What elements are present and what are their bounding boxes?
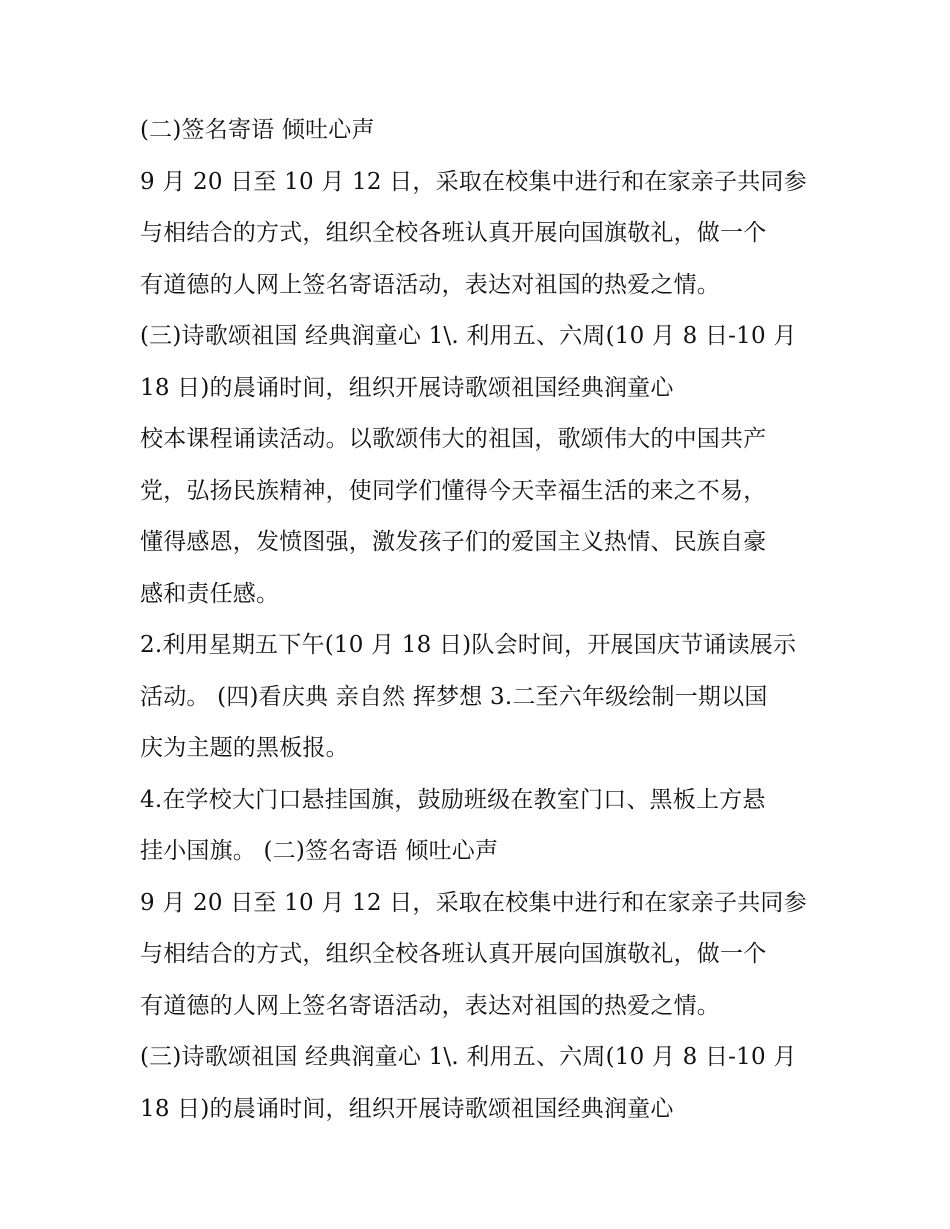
text-line: 18 日)的晨诵时间，组织开展诗歌颂祖国经典润童心 [140,374,674,401]
text-line: 2.利用星期五下午(10 月 18 日)队会时间，开展国庆节诵读展示 [140,632,797,658]
text-line: 9 月 20 日至 10 月 12 日，采取在校集中进行和在家亲子共同参 [140,889,807,916]
text-line: (二)签名寄语 倾吐心声 [140,117,375,143]
text-line: 与相结合的方式，组织全校各班认真开展向国旗敬礼，做一个 [140,220,767,246]
document-body [140,112,820,1142]
text-line: 9 月 20 日至 10 月 12 日，采取在校集中进行和在家亲子共同参 [140,168,807,195]
text-line: 感和责任感。 [140,580,280,607]
text-line: 校本课程诵读活动。以歌颂伟大的祖国，歌颂伟大的中国共产 [140,426,767,452]
text-line: 4.在学校大门口悬挂国旗，鼓励班级在教室门口、黑板上方悬 [140,786,766,813]
text-line: 挂小国旗。 (二)签名寄语 倾吐心声 [140,838,499,864]
text-line: (三)诗歌颂祖国 经典润童心 1\. 利用五、六周(10 月 8 日-10 月 [140,323,797,349]
text-line: 党，弘扬民族精神，使同学们懂得今天幸福生活的来之不易， [140,477,767,504]
text-line: 活动。 (四)看庆典 亲自然 挥梦想 3.二至六年级绘制一期以国 [140,683,768,710]
text-line: (三)诗歌颂祖国 经典润童心 1\. 利用五、六周(10 月 8 日-10 月 [140,1044,797,1070]
text-line: 懂得感恩，发愤图强，激发孩子们的爱国主义热情、民族自豪 [140,529,767,555]
text-line: 18 日)的晨诵时间，组织开展诗歌颂祖国经典润童心 [140,1095,674,1122]
text-line: 有道德的人网上签名寄语活动，表达对祖国的热爱之情。 [140,271,720,298]
text-line: 有道德的人网上签名寄语活动，表达对祖国的热爱之情。 [140,992,720,1019]
text-line: 与相结合的方式，组织全校各班认真开展向国旗敬礼，做一个 [140,941,767,967]
text-line: 庆为主题的黑板报。 [140,735,349,761]
